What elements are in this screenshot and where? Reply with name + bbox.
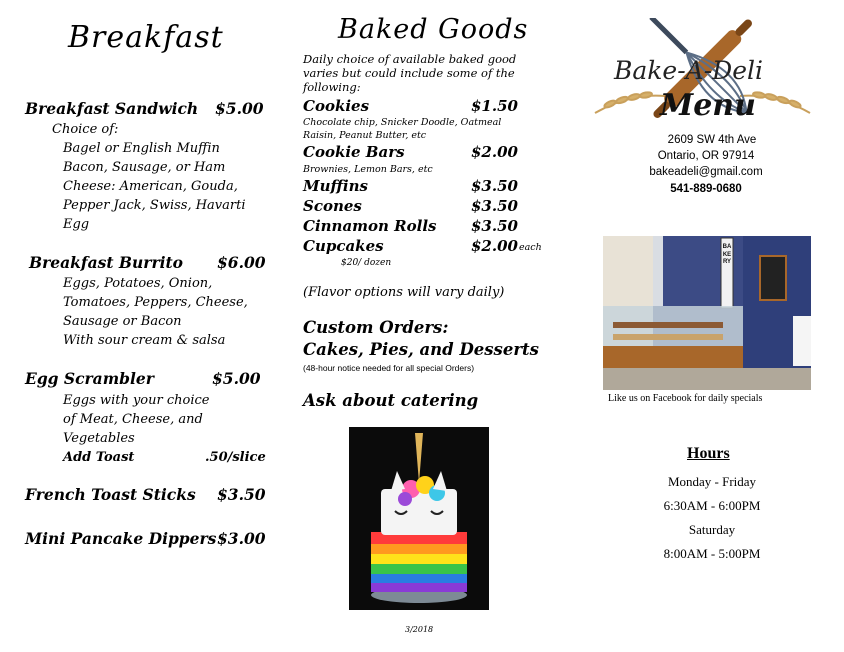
- cupcakes-each: each: [519, 242, 542, 253]
- catering-note: Ask about catering: [303, 391, 479, 410]
- item-cinnamon-rolls: Cinnamon Rolls: [303, 217, 437, 235]
- custom-orders-subtitle: Cakes, Pies, and Desserts: [303, 340, 539, 359]
- item-breakfast-sandwich: Breakfast Sandwich: [25, 99, 199, 118]
- add-toast-price: .50/slice: [205, 450, 266, 465]
- sandwich-desc: Choice of:: [52, 122, 119, 137]
- scrambler-desc: Vegetables: [63, 431, 135, 446]
- price-cinnamon-rolls: $3.50: [471, 217, 518, 235]
- unicorn-cake-photo: [349, 427, 489, 610]
- hours-saturday-time: 8:00AM - 5:00PM: [663, 546, 761, 561]
- cookie-bars-note: Brownies, Lemon Bars, etc: [303, 164, 433, 175]
- cake-illustration: [349, 427, 489, 610]
- add-toast-label: Add Toast: [63, 450, 135, 465]
- item-muffins: Muffins: [303, 177, 368, 195]
- price-breakfast-burrito: $6.00: [217, 253, 266, 272]
- item-french-toast-sticks: French Toast Sticks: [25, 485, 196, 504]
- breakfast-title: Breakfast: [68, 20, 224, 55]
- scrambler-desc: Eggs with your choice: [63, 393, 210, 408]
- price-muffins: $3.50: [471, 177, 518, 195]
- sandwich-desc: Bagel or English Muffin: [63, 141, 220, 156]
- custom-orders-title: Custom Orders:: [303, 318, 449, 337]
- hours-weekday-days: Monday - Friday: [667, 474, 757, 489]
- phone-number: 541-889-0680: [670, 183, 742, 195]
- item-breakfast-burrito: Breakfast Burrito: [29, 253, 183, 272]
- item-egg-scrambler: Egg Scrambler: [25, 369, 154, 388]
- hours-saturday-days: Saturday: [688, 522, 736, 537]
- facebook-note: Like us on Facebook for daily specials: [608, 393, 763, 404]
- baked-goods-title: Baked Goods: [338, 14, 529, 45]
- item-cookie-bars: Cookie Bars: [303, 143, 405, 161]
- burrito-desc: Tomatoes, Peppers, Cheese,: [63, 295, 248, 310]
- logo-text: Bake-A-Deli: [614, 56, 763, 85]
- burrito-desc: With sour cream & salsa: [63, 333, 226, 348]
- bakery-illustration: [603, 236, 811, 390]
- price-scones: $3.50: [471, 197, 518, 215]
- email-address: bakeadeli@gmail.com: [649, 166, 763, 178]
- cookies-note: Chocolate chip, Snicker Doodle, Oatmeal: [303, 117, 502, 128]
- sandwich-desc: Pepper Jack, Swiss, Havarti: [63, 198, 246, 213]
- sandwich-desc: Egg: [63, 217, 90, 232]
- price-cupcakes: $2.00: [471, 237, 518, 255]
- burrito-desc: Eggs, Potatoes, Onion,: [63, 276, 213, 291]
- bakery-sign: BAKERY: [722, 244, 732, 265]
- bakery-interior-photo: [603, 236, 811, 390]
- hours-title: Hours: [687, 445, 730, 462]
- item-scones: Scones: [303, 197, 362, 215]
- menu-date: 3/2018: [405, 625, 434, 634]
- price-cookies: $1.50: [471, 97, 518, 115]
- address-line-1: 2609 SW 4th Ave: [667, 134, 757, 146]
- hours-weekday-time: 6:30AM - 6:00PM: [663, 498, 761, 513]
- cupcakes-dozen: $20/ dozen: [341, 258, 392, 268]
- menu-heading: Menu: [660, 88, 756, 123]
- flavor-note: (Flavor options will vary daily): [303, 285, 505, 300]
- price-breakfast-sandwich: $5.00: [215, 99, 264, 118]
- sandwich-desc: Cheese: American, Gouda,: [63, 179, 238, 194]
- price-cookie-bars: $2.00: [471, 143, 518, 161]
- item-cupcakes: Cupcakes: [303, 237, 384, 255]
- price-egg-scrambler: $5.00: [212, 369, 261, 388]
- item-cookies: Cookies: [303, 97, 370, 115]
- custom-orders-note: (48-hour notice needed for all special Orders): [303, 363, 475, 373]
- price-mini-pancake-dippers: $3.00: [217, 529, 266, 548]
- price-french-toast-sticks: $3.50: [217, 485, 266, 504]
- baked-goods-intro: Daily choice of available baked good varies but could include some of the following:: [303, 52, 517, 94]
- sandwich-desc: Bacon, Sausage, or Ham: [63, 160, 226, 175]
- burrito-desc: Sausage or Bacon: [63, 314, 182, 329]
- item-mini-pancake-dippers: Mini Pancake Dippers: [25, 529, 217, 548]
- address-line-2: Ontario, OR 97914: [657, 150, 755, 162]
- scrambler-desc: of Meat, Cheese, and: [63, 412, 203, 427]
- cookies-note: Raisin, Peanut Butter, etc: [303, 130, 427, 141]
